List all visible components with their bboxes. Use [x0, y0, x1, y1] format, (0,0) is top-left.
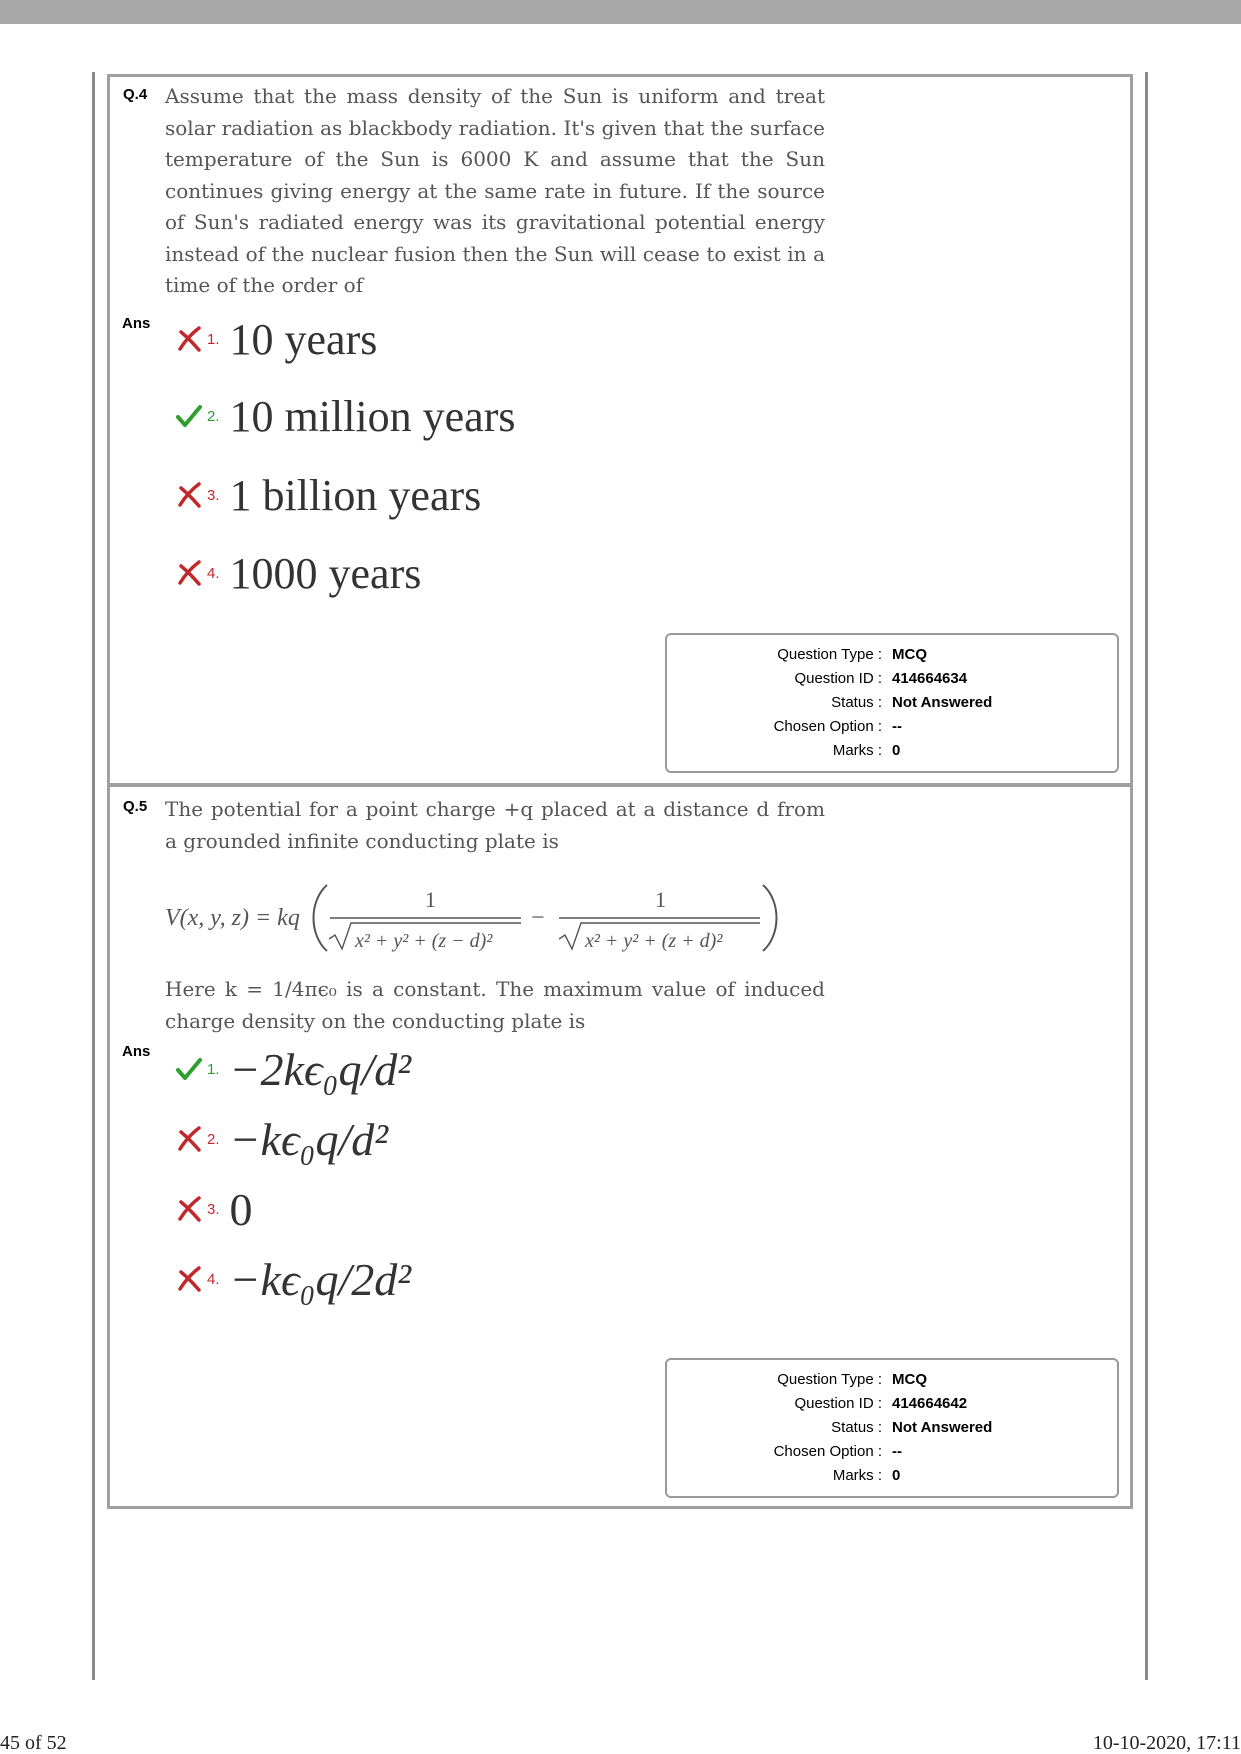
option-number: 4.: [207, 1270, 220, 1288]
option-number: 3.: [207, 1200, 220, 1218]
option-number: 2.: [207, 407, 220, 425]
formula-denominator-2: x² + y² + (z + d)²: [585, 930, 723, 952]
question-type-label: Question Type :: [777, 1371, 882, 1388]
question-number: Q.4: [123, 86, 148, 103]
option-text: 0: [229, 1183, 253, 1235]
question-info-box: [665, 633, 1119, 773]
marks-value: 0: [892, 742, 901, 759]
answer-option: [175, 543, 421, 603]
answer-option: [175, 1249, 411, 1309]
cross-icon: [175, 325, 203, 353]
formula-lhs: V(x, y, z) = kq: [165, 905, 300, 931]
answer-option: [175, 309, 377, 369]
question-type-value: MCQ: [892, 646, 927, 663]
option-number: 2.: [207, 1130, 220, 1148]
checkmark-icon: [175, 402, 203, 430]
chosen-option-label: Chosen Option :: [773, 718, 882, 735]
answer-option: [175, 1039, 411, 1099]
chosen-option-value: --: [892, 1443, 902, 1460]
option-number: 3.: [207, 486, 220, 504]
cross-icon: [175, 1195, 203, 1223]
formula-graphic: [165, 877, 845, 957]
option-text: 10 million years: [229, 391, 516, 441]
ans-label: Ans: [122, 1043, 151, 1060]
option-number: 1.: [207, 1060, 220, 1078]
question-info-box: [665, 1358, 1119, 1498]
status-value: Not Answered: [892, 1419, 993, 1436]
question-type-label: Question Type :: [777, 646, 882, 663]
cross-icon: [175, 1125, 203, 1153]
status-label: Status :: [831, 694, 882, 711]
checkmark-icon: [175, 1055, 203, 1083]
question-id-value: 414664642: [892, 1395, 968, 1412]
formula-numerator-1: 1: [425, 887, 436, 912]
marks-value: 0: [892, 1467, 901, 1484]
cross-icon: [175, 559, 203, 587]
formula-numerator-2: 1: [655, 887, 666, 912]
formula-denominator-1: x² + y² + (z − d)²: [355, 930, 493, 952]
cross-icon: [175, 1265, 203, 1293]
marks-label: Marks :: [832, 1467, 882, 1484]
browser-top-bar: [0, 0, 1241, 24]
question-id-label: Question ID :: [794, 670, 882, 687]
question-number: Q.5: [123, 798, 148, 815]
option-text: −kϵ₀q/2d²: [229, 1253, 412, 1305]
question-panel-q4: [107, 74, 1133, 786]
question-panel-q5: [107, 784, 1133, 1509]
page-number: 45 of 52: [0, 1732, 67, 1754]
question-text-conclusion: Here k = 1/4πϵ₀ is a constant. The maximum value of induced charge density on the conducting plate is: [165, 977, 825, 1033]
status-value: Not Answered: [892, 694, 993, 711]
answer-option: [175, 1179, 253, 1239]
question-text: Assume that the mass density of the Sun is uniform and treat solar radiation as blackbody radiation. It's given that the surface temperature of the Sun is 6000 K and assume that the Sun continues giving energy at the same rate in future. If the source of Sun's radiated energy was its gravitational potential energy instead of the nuclear fusion then the Sun will cease to exist in a time of the order of: [165, 84, 825, 297]
ans-label: Ans: [122, 315, 151, 332]
print-datetime: 10-10-2020, 17:11: [1092, 1732, 1241, 1754]
question-id-value: 414664634: [892, 670, 968, 687]
cross-icon: [175, 481, 203, 509]
question-id-label: Question ID :: [794, 1395, 882, 1412]
option-number: 1.: [207, 330, 220, 348]
potential-formula: [165, 877, 845, 957]
question-type-value: MCQ: [892, 1371, 927, 1388]
option-text: −2kϵ₀q/d²: [229, 1043, 412, 1095]
chosen-option-value: --: [892, 718, 902, 735]
chosen-option-label: Chosen Option :: [773, 1443, 882, 1460]
formula-minus: −: [531, 905, 545, 931]
marks-label: Marks :: [832, 742, 882, 759]
option-text: 1000 years: [229, 548, 422, 598]
option-number: 4.: [207, 564, 220, 582]
question-text-intro: The potential for a point charge +q placed at a distance d from a grounded infinite conducting plate is: [165, 797, 825, 853]
answer-option: [175, 386, 515, 446]
page-border-left: [92, 72, 95, 1680]
answer-option: [175, 1109, 388, 1169]
status-label: Status :: [831, 1419, 882, 1436]
option-text: −kϵ₀q/d²: [229, 1113, 389, 1165]
option-text: 10 years: [229, 314, 378, 364]
page-border-right: [1145, 72, 1148, 1680]
answer-option: [175, 465, 481, 525]
option-text: 1 billion years: [229, 470, 482, 520]
